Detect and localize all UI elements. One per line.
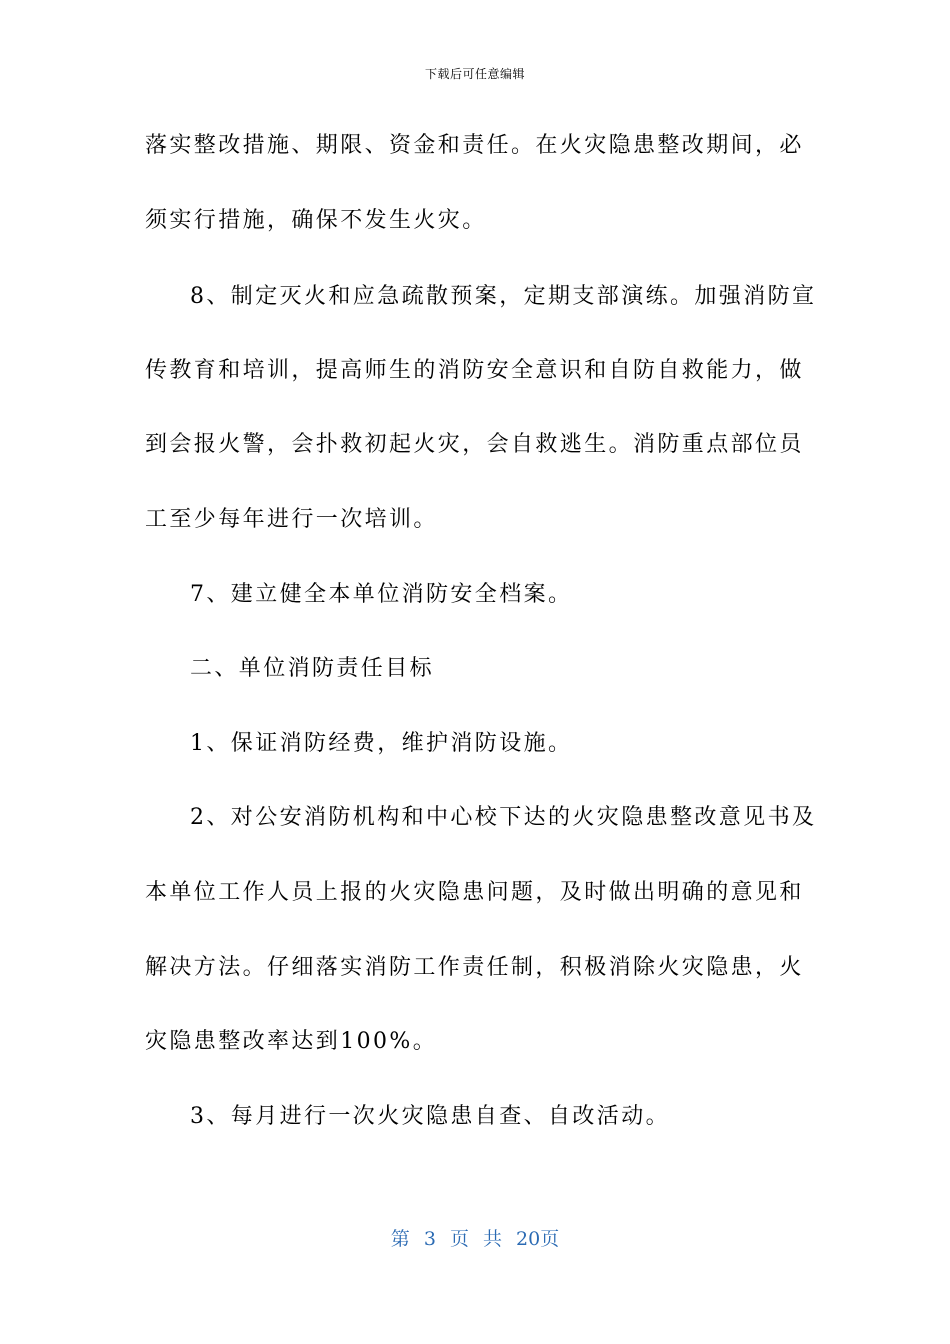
body-line-11: 本单位工作人员上报的火灾隐患问题，及时做出明确的意见和 — [145, 880, 804, 905]
body-line-7: 7、建立健全本单位消防安全档案。 — [190, 582, 573, 607]
page-header: 下载后可任意编辑 — [424, 67, 525, 81]
body-line-14: 3、每月进行一次火灾隐患自查、自改活动。 — [190, 1104, 670, 1129]
body-line-2: 须实行措施，确保不发生火灾。 — [145, 208, 487, 233]
body-line-3: 8、制定灭火和应急疏散预案，定期支部演练。加强消防宣 — [190, 284, 817, 309]
body-line-12: 解决方法。仔细落实消防工作责任制，积极消除火灾隐患，火 — [145, 955, 804, 980]
body-line-4: 传教育和培训，提高师生的消防安全意识和自防自救能力，做 — [145, 358, 804, 383]
body-line-1: 落实整改措施、期限、资金和责任。在火灾隐患整改期间，必 — [145, 133, 804, 158]
page-number-footer: 第 3 页 共 20页 — [390, 1228, 560, 1250]
section-heading: 二、单位消防责任目标 — [190, 656, 435, 681]
body-line-6: 工至少每年进行一次培训。 — [145, 507, 438, 532]
body-line-9: 1、保证消防经费，维护消防设施。 — [190, 731, 573, 756]
body-line-5: 到会报火警，会扑救初起火灾，会自救逃生。消防重点部位员 — [145, 432, 804, 457]
body-line-10: 2、对公安消防机构和中心校下达的火灾隐患整改意见书及 — [190, 805, 817, 830]
body-line-13: 灾隐患整改率达到100%。 — [145, 1029, 438, 1054]
